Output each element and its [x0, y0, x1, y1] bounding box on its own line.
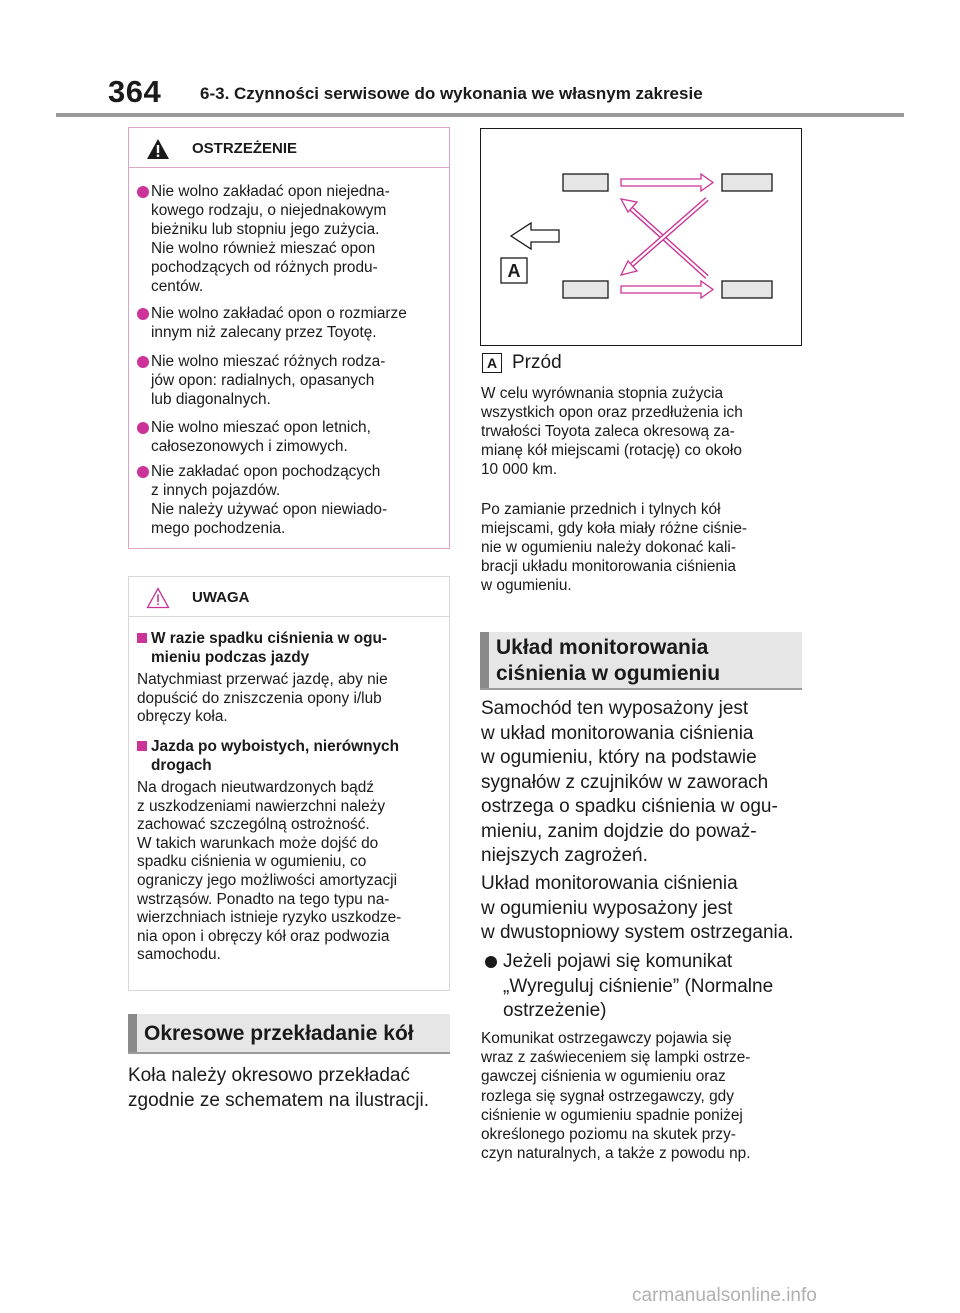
bullet-dot-icon — [485, 956, 497, 968]
square-bullet-icon — [137, 633, 147, 643]
tire-rotation-svg — [481, 129, 803, 347]
header-rule — [56, 113, 904, 117]
diagram-label: A — [507, 261, 521, 281]
bullet-dot-icon — [137, 422, 149, 434]
square-bullet-icon — [137, 741, 147, 751]
caution-body: Natychmiast przerwać jazdę, aby nie dopuścić do zniszczenia opony i/lub obręczy koła. — [137, 671, 388, 726]
tire-rear-right — [722, 281, 772, 298]
warning-item-text: Nie wolno mieszać różnych rodza- jów opon: radialnych, opasanych lub diagonalnych. — [151, 353, 386, 408]
tire-rear-left — [563, 281, 608, 298]
bullet-dot-icon — [137, 466, 149, 478]
warning-box — [128, 127, 450, 549]
caution-body: Na drogach nieutwardzonych bądź z uszkodzeniami nawierzchni należy zachować szczególną ostrożność. W takich warunkach może dojść do spadku ciśnienia w ogumieniu, co ograniczy jego możliwości amortyzacji wstrząsów. Ponadto na tego typu na- wierzchniach istnieje ryzyko uszkodze- nia opon i obręczy kół oraz podwozia samochodu. — [137, 779, 402, 964]
tpms-heading-text: Układ monitorowania ciśnienia w ogumieniu — [496, 636, 721, 685]
caution-box — [128, 576, 450, 991]
legend-text: Przód — [512, 352, 562, 373]
rotation-text: Koła należy okresowo przekładać zgodnie ze schematem na ilustracji. — [128, 1065, 429, 1111]
warning-triangle-icon — [146, 138, 170, 160]
bullet-dot-icon — [137, 356, 149, 368]
legend-badge: A — [482, 353, 502, 373]
warning-item-text: Nie wolno zakładać opon niejedna- kowego rodzaju, o niejednakowym bieżniku lub stopniu jego zużycia. Nie wolno również mieszać opon pochodzących od różnych produ- centów. — [151, 183, 390, 295]
tpms-heading — [480, 632, 802, 690]
rotation-paragraph: W celu wyrównania stopnia zużycia wszystkich opon oraz przedłużenia ich trwałości Toyota zaleca okresową za- mianę kół miejscami (rotację) co około 10 000 km. — [481, 385, 743, 478]
tpms-paragraph: Komunikat ostrzegawczy pojawia się wraz z zaświeceniem się lampki ostrze- gawczej ciśnienia w ogumieniu oraz rozlega się sygnał ostrzegawczy, gdy ciśnienie w ogumieniu spadnie poniżej określonego poziomu na skutek przy- czyn naturalnych, a także z powodu np. — [481, 1030, 751, 1163]
tire-rotation-diagram — [480, 128, 802, 346]
caution-subheading-text: W razie spadku ciśnienia w ogu- mieniu podczas jazdy — [151, 630, 388, 666]
caution-header — [129, 577, 449, 617]
bullet-dot-icon — [137, 186, 149, 198]
front-direction-arrow — [511, 223, 559, 249]
page-number: 364 — [108, 74, 162, 109]
warning-item-text: Nie zakładać opon pochodzących z innych pojazdów. Nie należy używać opon niewiado- mego pochodzenia. — [151, 463, 388, 537]
warning-item-text: Nie wolno mieszać opon letnich, całosezonowych i zimowych. — [151, 419, 371, 455]
warning-header — [129, 128, 449, 168]
warning-item-text: Nie wolno zakładać opon o rozmiarze innym niż zalecany przez Toyotę. — [151, 305, 407, 341]
caution-title: UWAGA — [192, 589, 250, 606]
tire-front-right — [722, 174, 772, 191]
watermark: carmanualsonline.info — [632, 1285, 817, 1306]
arrow-front — [621, 174, 713, 191]
calibration-paragraph: Po zamianie przednich i tylnych kół miejscami, gdy koła miały różne ciśnie- nie w ogumieniu należy dokonać kali- bracji układu monitorowania ciśnienia w ogumieniu. — [481, 501, 747, 594]
tpms-paragraph: Układ monitorowania ciśnienia w ogumieniu wyposażony jest w dwustopniowy system ostrzegania. — [481, 873, 794, 943]
tpms-paragraph: Samochód ten wyposażony jest w układ monitorowania ciśnienia w ogumieniu, który na podstawie sygnałów z czujników w zaworach ostrzega o spadku ciśnienia w ogu- mieniu, zanim dojdzie do poważ- niejszych zagrożeń. — [481, 698, 778, 866]
rotation-heading — [128, 1014, 450, 1054]
warning-title: OSTRZEŻENIE — [192, 140, 298, 157]
heading-bar — [128, 1014, 137, 1052]
rotation-heading-text: Okresowe przekładanie kół — [144, 1022, 414, 1045]
tpms-bullet-text: Jeżeli pojawi się komunikat „Wyreguluj ciśnienie” (Normalne ostrzeżenie) — [503, 951, 774, 1021]
caution-triangle-icon — [146, 587, 170, 609]
caution-subheading-text: Jazda po wyboistych, nierównych drogach — [151, 738, 400, 774]
arrow-rear — [621, 281, 713, 298]
tire-front-left — [563, 174, 608, 191]
bullet-dot-icon — [137, 308, 149, 320]
section-title: 6-3. Czynności serwisowe do wykonania we własnym zakresie — [200, 84, 703, 103]
heading-bar — [480, 632, 489, 688]
